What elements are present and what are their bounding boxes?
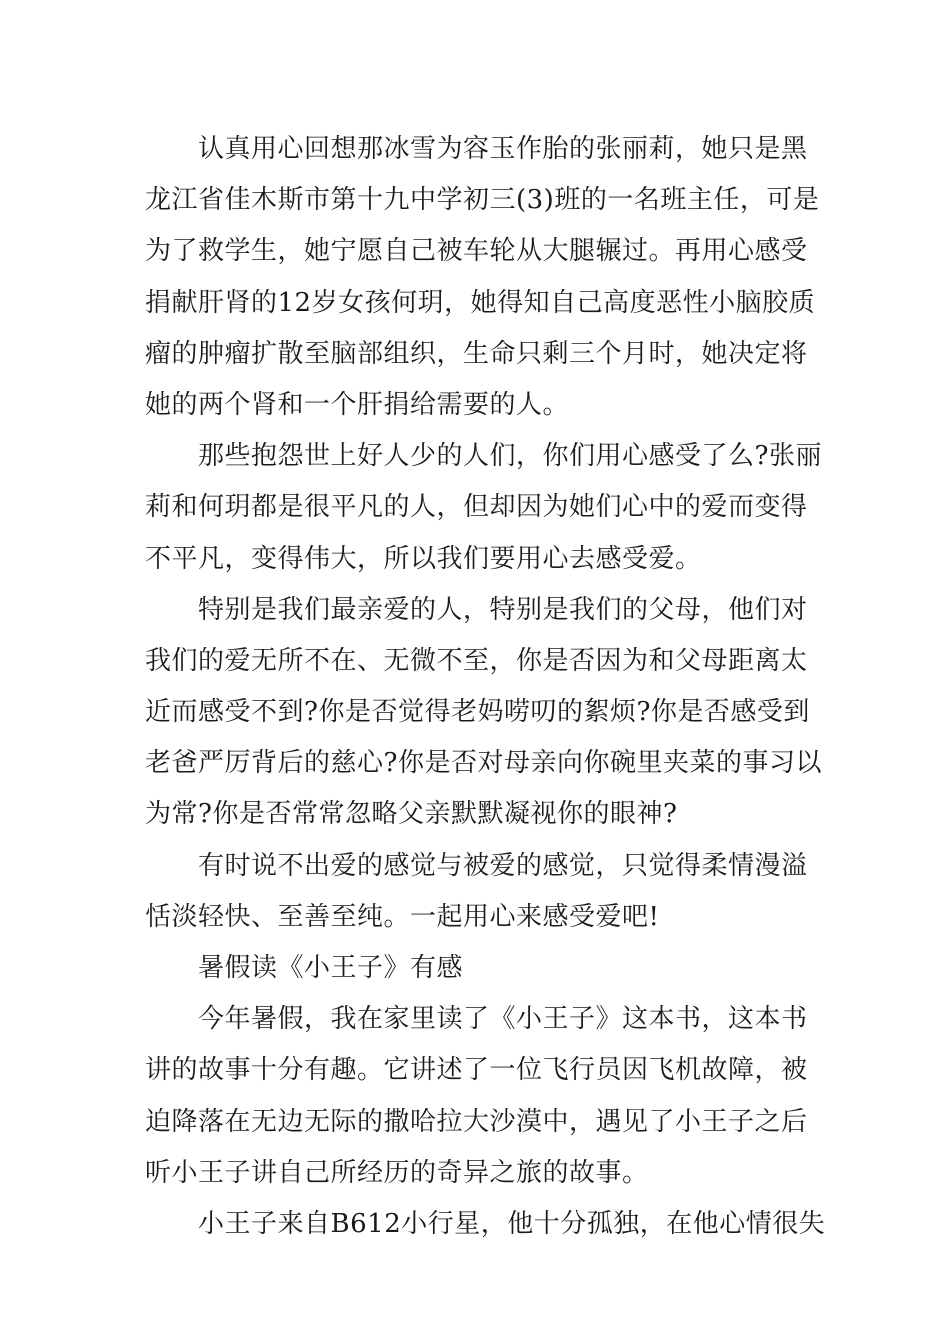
paragraph-line: 瘤的肿瘤扩散至脑部组织，生命只剩三个月时，她决定将: [145, 338, 808, 369]
paragraph-first-line: 有时说不出爱的感觉与被爱的感觉，只觉得柔情漫溢: [198, 850, 808, 881]
paragraph-line: 近而感受不到?你是否觉得老妈唠叨的絮烦?你是否感受到: [145, 697, 810, 728]
paragraph-line: 迫降落在无边无际的撒哈拉大沙漠中，遇见了小王子之后: [145, 1106, 808, 1137]
paragraph-first-line: 认真用心回想那冰雪为容玉作胎的张丽莉，她只是黑: [198, 134, 808, 164]
paragraph-line: 她的两个肾和一个肝捐给需要的人。: [145, 389, 570, 420]
paragraph-line: 莉和何玥都是很平凡的人，但却因为她们心中的爱而变得: [145, 492, 808, 523]
paragraph-first-line: 那些抱怨世上好人少的人们，你们用心感受了么?张丽: [198, 441, 822, 472]
paragraph-first-line: 暑假读《小王子》有感: [198, 953, 464, 983]
paragraph-line: 为常?你是否常常忽略父亲默默凝视你的眼神?: [145, 799, 678, 830]
paragraph-line: 听小王子讲自己所经历的奇异之旅的故事。: [145, 1157, 649, 1188]
paragraph-first-line: 小王子来自B612小行星，他十分孤独，在他心情很失: [198, 1208, 826, 1239]
paragraph-line: 龙江省佳木斯市第十九中学初三(3)班的一名班主任，可是: [145, 185, 820, 216]
paragraph-line: 老爸严厉背后的慈心?你是否对母亲向你碗里夹菜的事习以: [145, 748, 822, 779]
paragraph-line: 讲的故事十分有趣。它讲述了一位飞行员因飞机故障，被: [145, 1055, 808, 1086]
paragraph-line: 我们的爱无所不在、无微不至，你是否因为和父母距离太: [145, 645, 808, 676]
paragraph-line: 为了救学生，她宁愿自己被车轮从大腿辗过。再用心感受: [145, 236, 808, 267]
paragraph-line: 捐献肝肾的12岁女孩何玥，她得知自己高度恶性小脑胶质: [145, 287, 816, 318]
paragraph-first-line: 今年暑假，我在家里读了《小王子》这本书，这本书: [198, 1004, 808, 1035]
paragraph-line: 恬淡轻快、至善至纯。一起用心来感受爱吧!: [145, 901, 660, 932]
paragraph-first-line: 特别是我们最亲爱的人，特别是我们的父母，他们对: [198, 594, 808, 625]
paragraph-line: 不平凡，变得伟大，所以我们要用心去感受爱。: [145, 543, 702, 574]
document-body: [145, 124, 826, 1250]
